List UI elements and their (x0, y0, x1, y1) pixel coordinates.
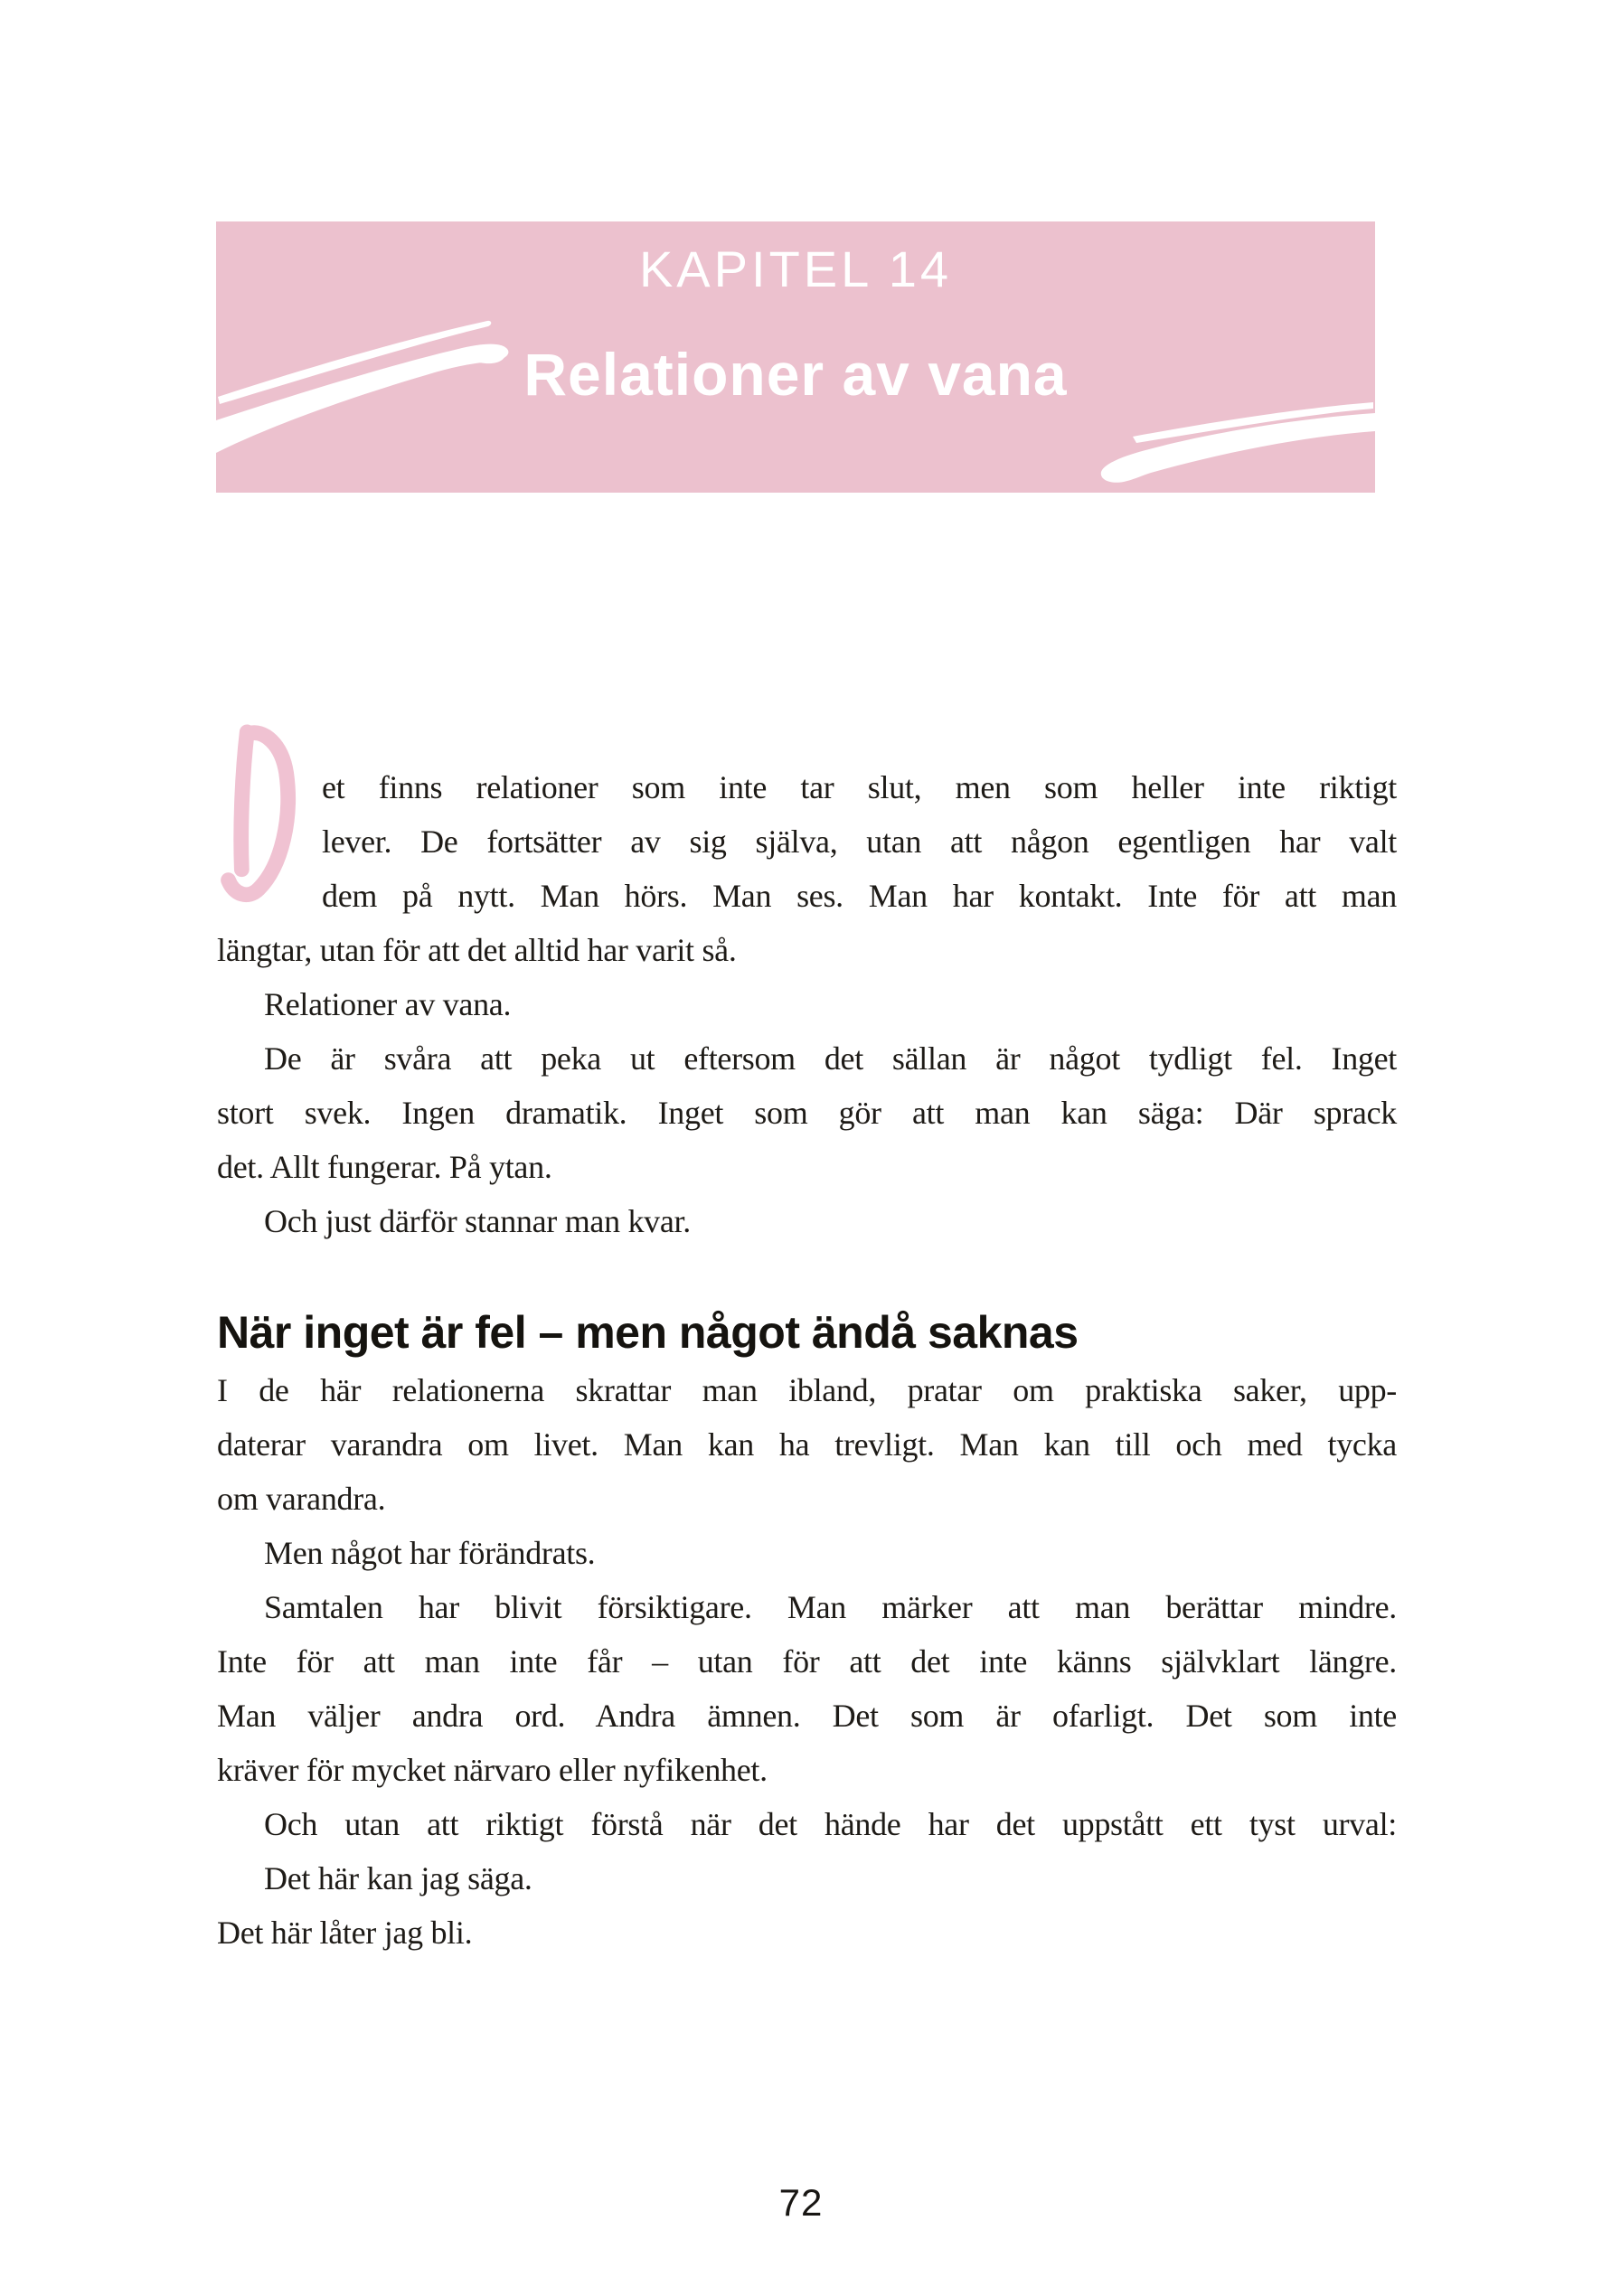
paragraph (217, 760, 1397, 977)
text-line: längtar, utan för att det alltid har varit så. (217, 932, 737, 968)
brush-stroke-bottom-right-icon (1093, 400, 1375, 493)
text-line: De är svåra att peka ut eftersom det sällan är något tydligt fel. Inget (264, 1040, 1397, 1077)
text-line: dem på nytt. Man hörs. Man ses. Man har kontakt. Inte för att man (322, 878, 1397, 914)
text-line: I de här relationerna skrattar man ibland, pratar om praktiska saker, upp- (217, 1372, 1397, 1408)
text-line: om varandra. (217, 1481, 386, 1517)
paragraph (217, 1580, 1397, 1797)
text-line: Inte för att man inte får – utan för att det inte känns självklart längre. (217, 1643, 1397, 1680)
text-line: Det här kan jag säga. (264, 1860, 532, 1896)
paragraph (217, 1851, 1397, 1905)
text-line: Relationer av vana. (264, 986, 512, 1022)
paragraph (217, 1363, 1397, 1526)
paragraph (217, 1905, 1397, 1960)
chapter-banner (216, 221, 1375, 493)
paragraph (217, 1031, 1397, 1194)
paragraph (217, 1797, 1397, 1851)
text-line: Men något har förändrats. (264, 1535, 596, 1571)
text-line: Och utan att riktigt förstå när det hände har det uppstått ett tyst urval: (264, 1806, 1397, 1842)
section-heading: När inget är fel – men något ändå saknas (217, 1307, 1079, 1358)
text-line: Samtalen har blivit försiktigare. Man märker att man berättar mindre. (264, 1589, 1397, 1625)
page-number: 72 (778, 2181, 824, 2224)
paragraph (217, 977, 1397, 1031)
body-text (217, 760, 1397, 1960)
paragraph (217, 1526, 1397, 1580)
text-line: stort svek. Ingen dramatik. Inget som gör att man kan säga: Där sprack (217, 1095, 1397, 1131)
text-line: Det här låter jag bli. (217, 1915, 473, 1951)
text-line: kräver för mycket närvaro eller nyfikenhet. (217, 1752, 768, 1788)
paragraph (217, 1194, 1397, 1248)
chapter-title: Relationer av vana (523, 341, 1068, 408)
text-line: lever. De fortsätter av sig själva, utan att någon egentligen har valt (322, 823, 1397, 860)
text-line: Man väljer andra ord. Andra ämnen. Det som är ofarligt. Det som inte (217, 1698, 1397, 1734)
text-line: det. Allt fungerar. På ytan. (217, 1149, 552, 1185)
drop-cap-d (219, 721, 309, 922)
text-line: daterar varandra om livet. Man kan ha trevligt. Man kan till och med tycka (217, 1426, 1397, 1463)
text-line: Och just därför stannar man kvar. (264, 1203, 691, 1239)
text-line: et finns relationer som inte tar slut, men som heller inte riktigt (322, 769, 1397, 805)
chapter-kicker: KAPITEL 14 (638, 240, 953, 297)
